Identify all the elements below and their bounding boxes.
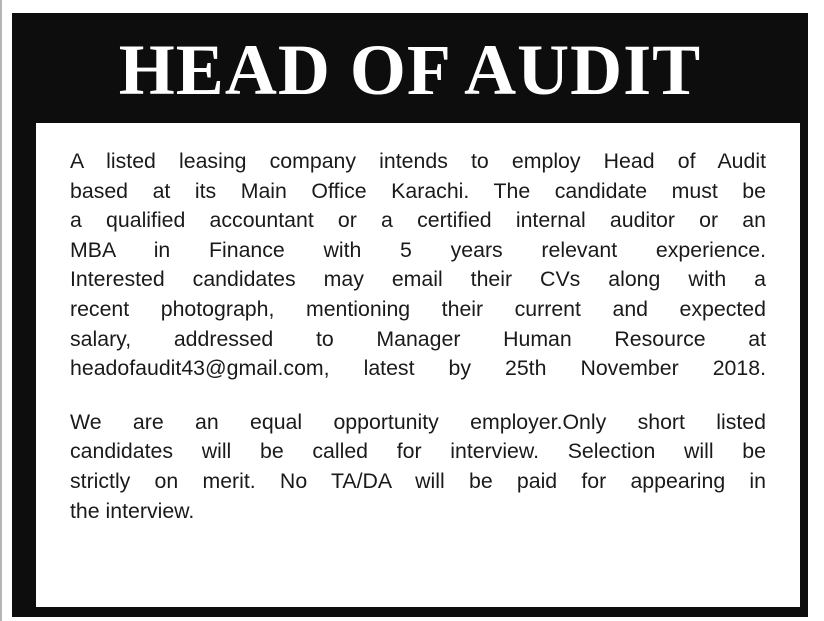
equal-opportunity-paragraph bbox=[70, 408, 766, 526]
text-line: based at its Main Office Karachi. The candidate must be bbox=[70, 178, 766, 203]
text-line: Interested candidates may email their CVs along with a bbox=[70, 267, 766, 292]
job-advertisement bbox=[12, 13, 808, 617]
text-line: candidates will be called for interview. Selection will be bbox=[70, 439, 766, 464]
ad-title: HEAD OF AUDIT bbox=[118, 30, 702, 110]
text-line: A listed leasing company intends to employ Head of Audit bbox=[70, 149, 766, 173]
page-edge-rule bbox=[0, 0, 2, 621]
text-line: recent photograph, mentioning their current and expected bbox=[70, 296, 766, 321]
text-line: strictly on merit. No TA/DA will be paid for appearing in bbox=[70, 468, 766, 493]
text-line: a qualified accountant or a certified internal auditor or an bbox=[70, 208, 766, 233]
contact-email-line: headofaudit43@gmail.com, latest by 25th November 2018. bbox=[70, 356, 766, 381]
text-line: the interview. bbox=[70, 498, 195, 523]
ad-body bbox=[36, 123, 800, 607]
text-line: salary, addressed to Manager Human Resource at bbox=[70, 326, 766, 351]
text-line: MBA in Finance with 5 years relevant experience. bbox=[70, 237, 766, 262]
text-line: We are an equal opportunity employer.Only short listed bbox=[70, 409, 766, 434]
job-description-paragraph bbox=[70, 147, 766, 384]
